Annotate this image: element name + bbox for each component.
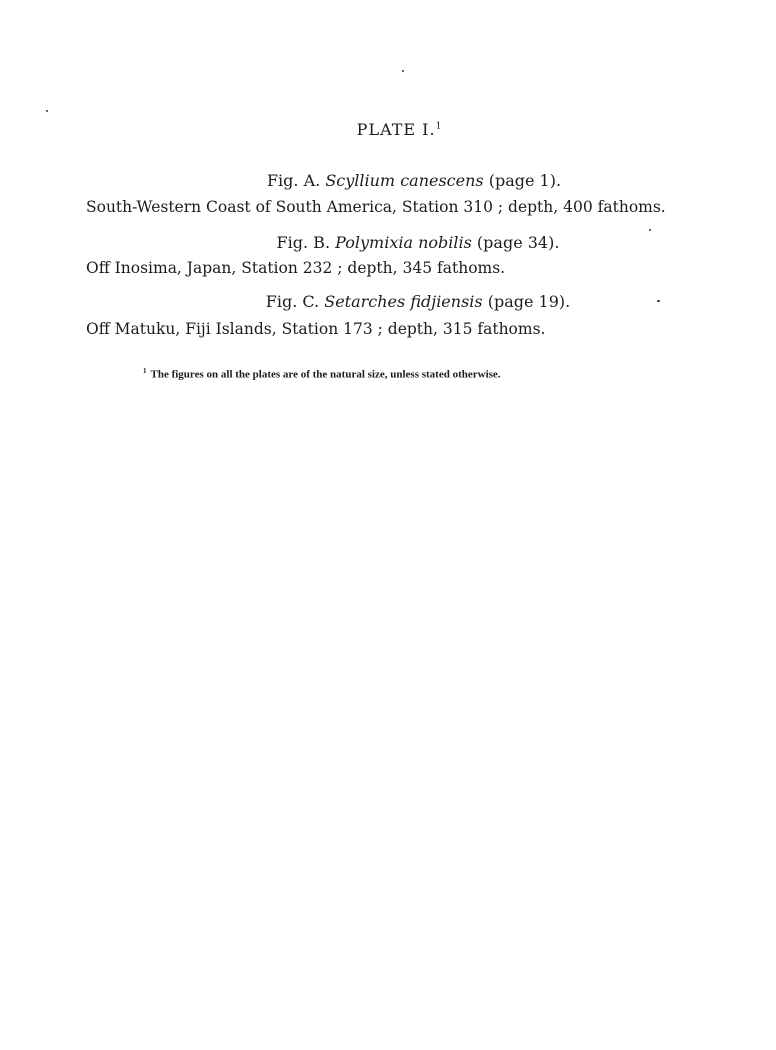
- page-reference: (page 19).: [487, 292, 571, 311]
- page-reference: (page 34).: [476, 233, 560, 252]
- plate-title: [0, 120, 776, 139]
- figure-label: Fig. A.: [266, 171, 321, 190]
- figure-a-heading: [0, 171, 776, 190]
- figure-b-heading: [0, 233, 776, 252]
- footnote-marker: 1: [143, 367, 147, 375]
- figure-a-locality: South-Western Coast of South America, Station 310 ; depth, 400 fathoms.: [86, 198, 666, 216]
- scan-speck: [402, 70, 404, 72]
- page-reference: (page 1).: [488, 171, 562, 190]
- scan-speck: [46, 110, 48, 112]
- plate-title-text: PLATE I.: [356, 120, 436, 139]
- species-name: Polymixia nobilis: [335, 233, 472, 252]
- footnote-reference: 1: [435, 121, 442, 132]
- figure-label: Fig. B.: [276, 233, 331, 252]
- scan-speck: [657, 300, 660, 302]
- figure-c-locality: Off Matuku, Fiji Islands, Station 173 ; depth, 315 fathoms.: [86, 320, 546, 338]
- footnote: [143, 367, 501, 381]
- figure-label: Fig. C.: [265, 292, 320, 311]
- scan-speck: [649, 229, 651, 231]
- figure-b-locality: Off Inosima, Japan, Station 232 ; depth, 345 fathoms.: [86, 259, 506, 277]
- footnote-text: The figures on all the plates are of the natural size, unless stated otherwise.: [150, 368, 501, 381]
- species-name: Setarches fidjiensis: [324, 292, 483, 311]
- species-name: Scyllium canescens: [325, 171, 484, 190]
